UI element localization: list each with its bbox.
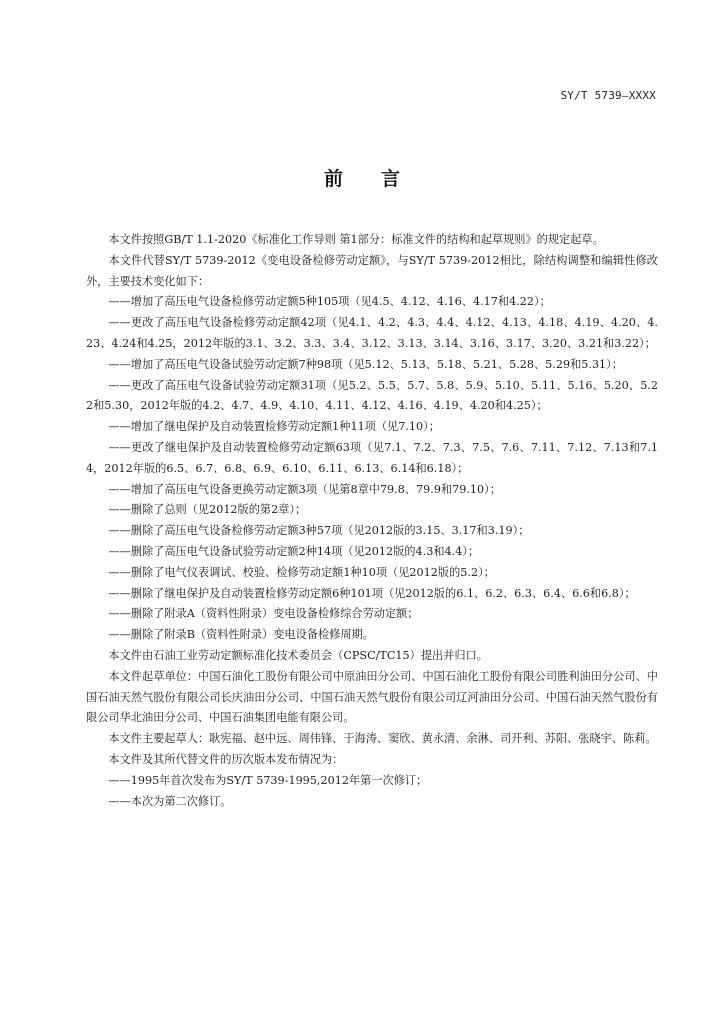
paragraph: ——增加了高压电气设备检修劳动定额5种105项（见4.5、4.12、4.16、4.17和4.22）； <box>108 295 551 309</box>
paragraph: ——增加了高压电气设备试验劳动定额7种98项（见5.12、5.13、5.18、5.21、5.28、5.29和5.31）； <box>108 357 623 371</box>
paragraph: ——本次为第二次修订。 <box>108 794 232 808</box>
paragraph: ——更改了高压电气设备试验劳动定额31项（见5.2、5.5、5.7、5.8、5.9、5.10、5.11、5.16、5.20、5.22和5.30，2012年版的4.2、4.7、4.9、4.10、4.11、4.12、4.16、4.19、4.20和4.25）； <box>86 378 658 413</box>
paragraph: 本文件代替SY/T 5739-2012《变电设备检修劳动定额》，与SY/T 5739-2012相比，除结构调整和编辑性修改外，主要技术变化如下： <box>86 253 658 288</box>
paragraph: ——更改了高压电气设备检修劳动定额42项（见4.1、4.2、4.3、4.4、4.12、4.13、4.18、4.19、4.20、4.23、4.24和4.25，2012年版的3.1、3.2、3.3、3.4、3.12、3.13、3.14、3.16、3.17、3.20、3.21和3.22）； <box>86 316 658 350</box>
paragraph: ——更改了继电保护及自动装置检修劳动定额63项（见7.1、7.2、7.3、7.5、7.6、7.11、7.12、7.13和7.14，2012年版的6.5、6.7、6.8、6.9、6.10、6.11、6.13、6.14和6.18）； <box>86 440 658 475</box>
paragraph: ——增加了高压电气设备更换劳动定额3项（见第8章中79.8、79.9和79.10）； <box>108 482 501 496</box>
paragraph: ——删除了高压电气设备检修劳动定额3种57项（见2012版的3.15、3.17和3.19）； <box>108 524 530 538</box>
paragraph: ——删除了继电保护及自动装置检修劳动定额6种101项（见2012版的6.1、6.2、6.3、6.4、6.6和6.8）； <box>108 586 636 600</box>
paragraph: ——1995年首次发布为SY/T 5739-1995,2012年第一次修订； <box>108 773 428 787</box>
paragraph: ——增加了继电保护及自动装置检修劳动定额1种11项（见7.10）； <box>108 420 440 434</box>
paragraph: 本文件由石油工业劳动定额标准化技术委员会（CPSC/TC15）提出并归口。 <box>108 648 488 662</box>
paragraph: ——删除了附录A（资料性附录）变电设备检修综合劳动定额； <box>108 607 419 621</box>
foreword-body <box>86 230 658 812</box>
standard-code: SY/T 5739—XXXX <box>560 89 656 102</box>
paragraph: 本文件及其所代替文件的历次版本发布情况为： <box>108 752 344 766</box>
paragraph: 本文件按照GB/T 1.1-2020《标准化工作导则 第1部分：标准文件的结构和起草规则》的规定起草。 <box>108 233 604 246</box>
paragraph: ——删除了附录B（资料性附录）变电设备检修周期。 <box>108 628 374 642</box>
paragraph: 本文件起草单位：中国石油化工股份有限公司中原油田分公司、中国石油化工股份有限公司胜利油田分公司、中国石油天然气股份有限公司长庆油田分公司、中国石油天然气股份有限公司辽河油田分公司、中国石油天然气股份有限公司华北油田分公司、中国石油集团电能有限公司。 <box>86 669 658 725</box>
paragraph: ——删除了电气仪表调试、校验、检修劳动定额1种10项（见2012版的5.2）； <box>108 565 495 579</box>
page-title: 前言 <box>323 168 438 190</box>
paragraph: ——删除了总则（见2012版的第2章）； <box>108 503 307 517</box>
paragraph: 本文件主要起草人：耿宪福、赵中远、周伟锋、于海涛、窦欣、黄永清、余淋、司开利、苏阳、张晓宇、陈莉。 <box>108 732 657 746</box>
paragraph: ——删除了高压电气设备试验劳动定额2种14项（见2012版的4.3和4.4）； <box>108 544 480 558</box>
